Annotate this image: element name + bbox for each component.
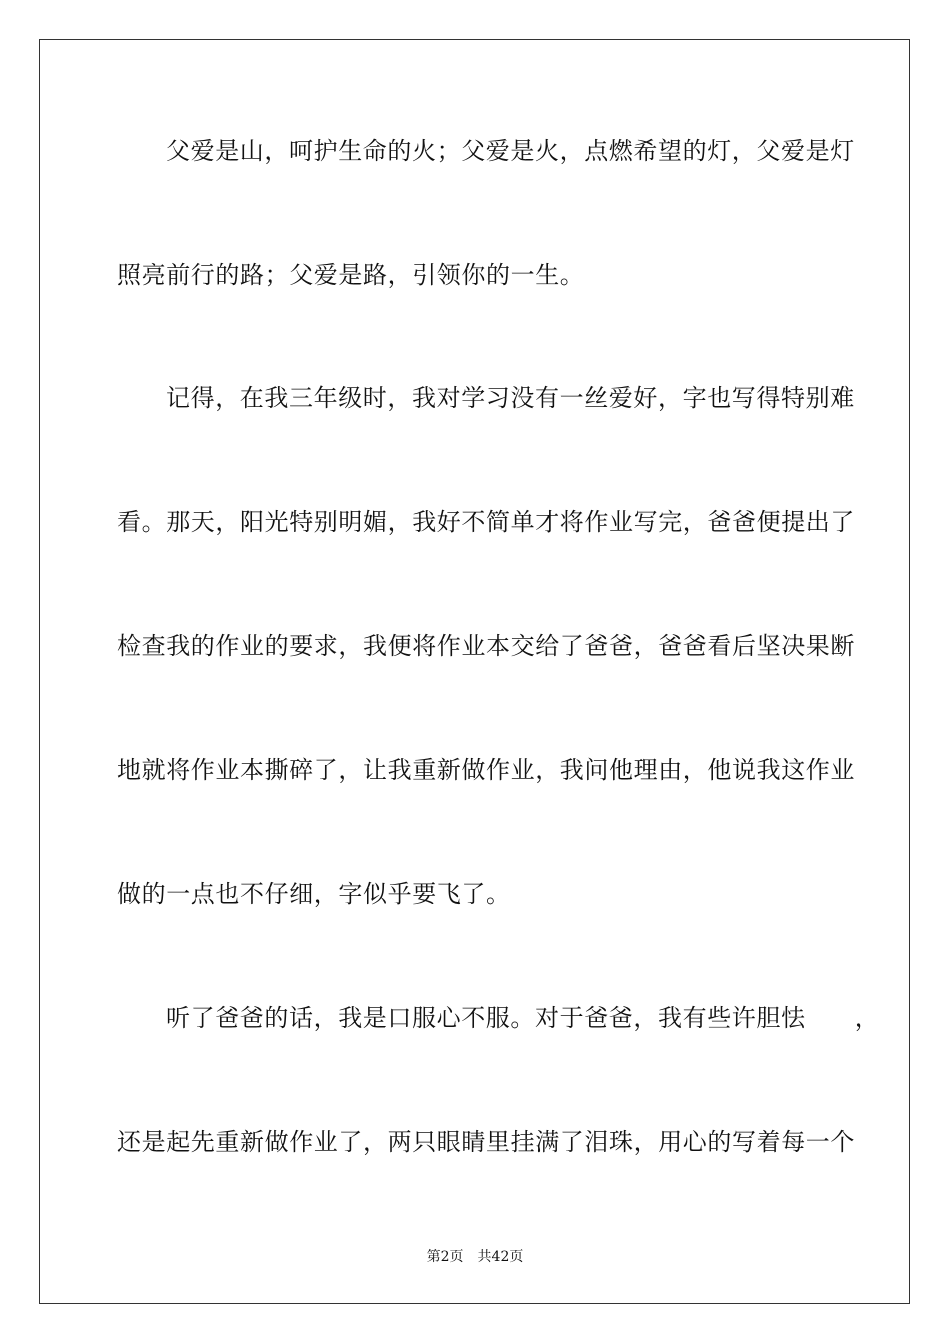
paragraph-2-line-5: 做的一点也不仔细，字似乎要飞了。	[117, 880, 511, 908]
paragraph-1-line-1: 父爱是山，呵护生命的火；父爱是火，点燃希望的灯，父爱是灯	[166, 137, 855, 165]
page-border	[39, 39, 910, 1304]
page-footer: 第2页 共42页	[426, 1249, 524, 1265]
paragraph-3-line-2: 还是起先重新做作业了，两只眼睛里挂满了泪珠，用心的写着每一个	[117, 1128, 855, 1156]
paragraph-2-line-4: 地就将作业本撕碎了，让我重新做作业，我问他理由，他说我这作业	[117, 756, 855, 784]
paragraph-1-line-2: 照亮前行的路；父爱是路，引领你的一生。	[117, 261, 585, 289]
paragraph-2-line-3: 检查我的作业的要求，我便将作业本交给了爸爸，爸爸看后坚决果断	[117, 632, 855, 660]
paragraph-2-line-2: 看。那天，阳光特别明媚，我好不简单才将作业写完，爸爸便提出了	[117, 508, 855, 536]
paragraph-3-line-1: 听了爸爸的话，我是口服心不服。对于爸爸，我有些许胆怯 ，	[166, 1004, 880, 1032]
paragraph-2-line-1: 记得，在我三年级时，我对学习没有一丝爱好，字也写得特别难	[166, 384, 855, 412]
